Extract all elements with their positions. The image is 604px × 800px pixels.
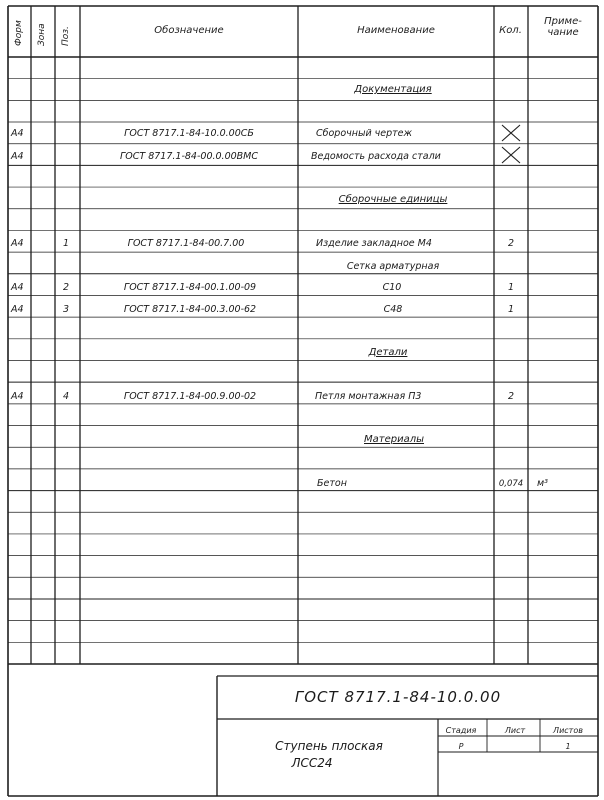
header-zone: Зона (37, 23, 47, 46)
doc-format: А4 (11, 151, 24, 162)
material-unit: м³ (537, 478, 548, 489)
item-name: С10 (382, 282, 402, 293)
sheets-value: 1 (565, 742, 571, 751)
material-quantity: 0,074 (498, 479, 524, 489)
header-note-line2: чание (547, 27, 579, 38)
item-name: С48 (383, 304, 403, 315)
stage-value: Р (458, 742, 464, 751)
header-quantity: Кол. (499, 25, 522, 36)
header-note (528, 16, 598, 38)
item-quantity: 1 (507, 282, 515, 293)
item-format: А4 (11, 282, 24, 293)
section-documentation: Документация (354, 84, 432, 95)
section-materials: Материалы (364, 434, 424, 445)
item-quantity: 2 (507, 391, 515, 402)
doc-name: Сборочный чертеж (316, 128, 413, 139)
section-assembly-units: Сборочные единицы (338, 194, 448, 205)
document-code: ГОСТ 8717.1-84-10.0.00 (294, 688, 502, 706)
header-position: Поз. (61, 26, 71, 46)
material-name: Бетон (317, 478, 347, 489)
cross-mark-icon (500, 124, 522, 142)
header-designation: Обозначение (154, 25, 224, 36)
item-designation: ГОСТ 8717.1-84-00.3.00-62 (123, 304, 257, 315)
header-note-line1: Приме- (544, 16, 582, 27)
item-format: А4 (11, 391, 24, 402)
item-name: Изделие закладное М4 (316, 238, 432, 249)
item-format: А4 (11, 238, 24, 249)
item-position: 1 (62, 238, 70, 249)
doc-designation: ГОСТ 8717.1-84-10.0.00СБ (124, 128, 254, 139)
item-quantity: 2 (507, 238, 515, 249)
sheets-label: Листов (553, 726, 583, 735)
product-mark: ЛСС24 (291, 756, 333, 770)
item-position: 3 (62, 304, 70, 315)
item-position: 2 (62, 282, 70, 293)
item-format: А4 (11, 304, 24, 315)
doc-name: Ведомость расхода стали (311, 151, 441, 162)
cross-mark-icon (500, 146, 522, 164)
item-quantity: 1 (507, 304, 515, 315)
sheet-label: Лист (504, 726, 526, 735)
item-position: 4 (62, 391, 70, 402)
item-name: Петля монтажная П3 (315, 391, 422, 402)
item-designation: ГОСТ 8717.1-84-00.9.00-02 (123, 391, 257, 402)
doc-designation: ГОСТ 8717.1-84-00.0.00ВМС (119, 151, 259, 162)
item-designation: ГОСТ 8717.1-84-00.1.00-09 (123, 282, 257, 293)
item-designation: ГОСТ 8717.1-84-00.7.00 (127, 238, 245, 249)
doc-format: А4 (11, 128, 24, 139)
header-name: Наименование (357, 25, 435, 36)
product-name: Ступень плоская (275, 739, 383, 753)
section-details: Детали (368, 347, 408, 358)
stage-label: Стадия (445, 726, 477, 735)
header-format: Форм (14, 20, 24, 46)
mesh-heading: Сетка арматурная (346, 261, 440, 272)
